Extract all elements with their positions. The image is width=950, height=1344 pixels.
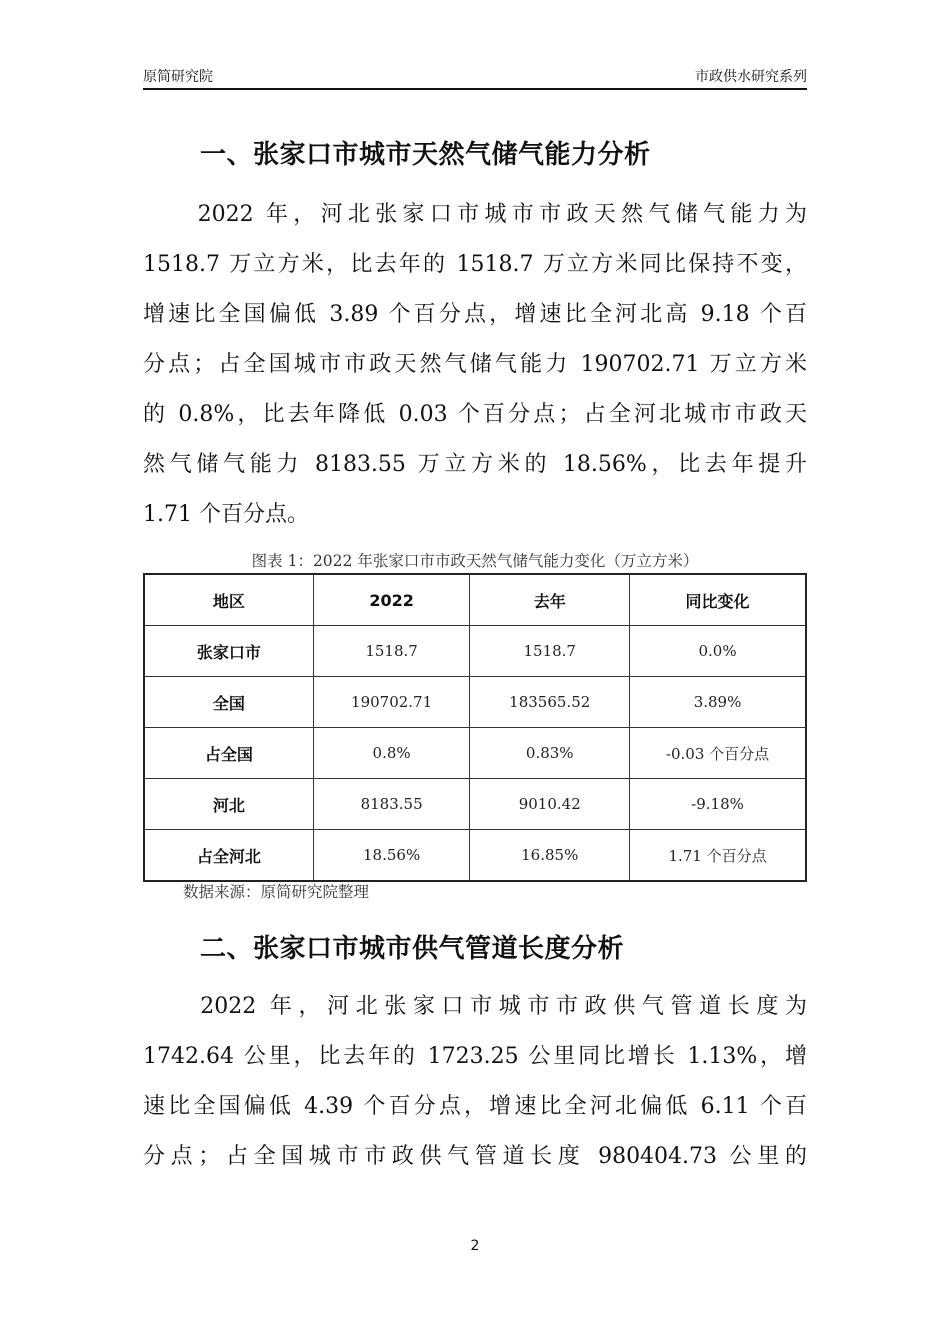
para-line: 分点；占全国城市市政天然气储气能力 190702.71 万立方米 [143,352,807,377]
para-line: 1518.7 万立方米，比去年的 1518.7 万立方米同比保持不变， [143,252,807,277]
table-row [144,728,806,779]
col-header-2022: 2022 [313,574,470,626]
para-line: 速比全国偏低 4.39 个百分点，增速比全河北偏低 6.11 个百 [143,1094,807,1119]
section2-title: 二、张家口市城市供气管道长度分析 [200,934,625,964]
col-header-yoy: 同比变化 [630,574,806,626]
section2-paragraph [143,982,807,1182]
table-source-note: 数据来源：原简研究院整理 [183,883,370,901]
table-row [144,626,806,677]
row-label: 河北 [144,779,313,830]
cell: 16.85% [470,830,630,882]
cell: 1518.7 [313,626,470,677]
header-org: 原简研究院 [143,69,213,85]
cell: 9010.42 [470,779,630,830]
para-line: 1.71 个百分点。 [143,502,309,527]
para-line: 增速比全国偏低 3.89 个百分点，增速比全河北高 9.18 个百 [143,302,807,327]
para-line: 2022 年，河北张家口市城市市政天然气储气能力为 [143,202,807,227]
row-label: 占全河北 [144,830,313,882]
para-line: 然气储气能力 8183.55 万立方米的 18.56%，比去年提升 [143,452,807,477]
page-header [143,66,807,90]
table-row [144,779,806,830]
col-header-last-year: 去年 [470,574,630,626]
cell: 3.89% [630,677,806,728]
cell: 0.83% [470,728,630,779]
table-row [144,830,806,882]
cell: 1518.7 [470,626,630,677]
header-series: 市政供水研究系列 [695,69,807,85]
row-label: 全国 [144,677,313,728]
cell: 190702.71 [313,677,470,728]
cell: 0.0% [630,626,806,677]
table-caption: 图表 1：2022 年张家口市市政天然气储气能力变化（万立方米） [251,552,699,570]
cell: 18.56% [313,830,470,882]
cell: -9.18% [630,779,806,830]
section1-title: 一、张家口市城市天然气储气能力分析 [200,140,651,170]
table-row [144,677,806,728]
cell: 1.71 个百分点 [630,830,806,882]
data-table [143,573,807,882]
cell: -0.03 个百分点 [630,728,806,779]
para-line: 的 0.8%，比去年降低 0.03 个百分点；占全河北城市市政天 [143,402,807,427]
section1-paragraph [143,190,807,540]
cell: 183565.52 [470,677,630,728]
cell: 0.8% [313,728,470,779]
row-label: 张家口市 [144,626,313,677]
row-label: 占全国 [144,728,313,779]
cell: 8183.55 [313,779,470,830]
col-header-region: 地区 [144,574,313,626]
para-line: 1742.64 公里，比去年的 1723.25 公里同比增长 1.13%，增 [143,1044,807,1069]
table-header-row [144,574,806,626]
page-number: 2 [470,1238,480,1254]
para-line: 2022 年，河北张家口市城市市政供气管道长度为 [143,994,807,1019]
para-line: 分点；占全国城市市政供气管道长度 980404.73 公里的 [143,1144,807,1169]
